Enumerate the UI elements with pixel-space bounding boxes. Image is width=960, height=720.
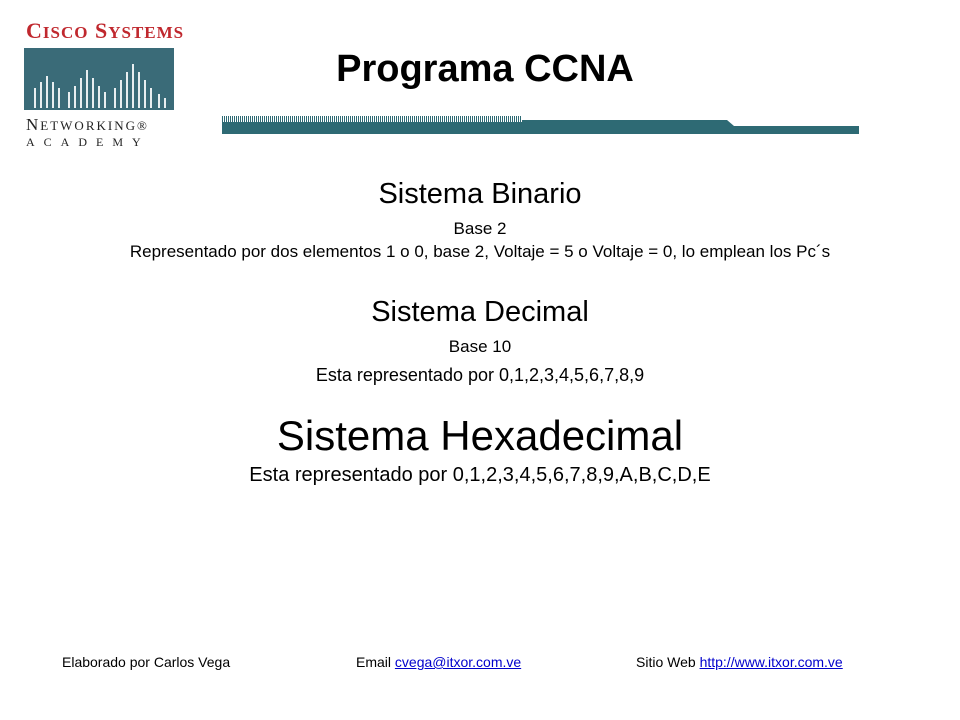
footer-email-link[interactable]: cvega@itxor.com.ve: [394, 654, 522, 670]
logo-wordmark-cisco-systems: CISCO SYSTEMS: [26, 18, 185, 43]
footer-author: Elaborado por Carlos Vega: [62, 654, 231, 670]
binario-description: Representado por dos elementos 1 o 0, base 2, Voltaje = 5 o Voltaje = 0, lo emplean los Pc´s: [129, 242, 831, 261]
binario-base: Base 2: [453, 219, 507, 238]
hexadecimal-description: Esta representado por 0,1,2,3,4,5,6,7,8,9,A,B,C,D,E: [249, 464, 711, 486]
decimal-description: Esta representado por 0,1,2,3,4,5,6,7,8,9: [315, 365, 645, 385]
slide-body: [0, 174, 960, 488]
slide-title: Programa CCNA: [336, 48, 634, 90]
heading-sistema-binario: Sistema Binario: [378, 178, 582, 210]
decimal-base: Base 10: [448, 337, 512, 356]
title-underline-bar: [222, 116, 859, 134]
footer-web-label: Sitio Web: [636, 654, 696, 670]
footer-email-label: Email: [356, 654, 392, 670]
heading-sistema-hexadecimal: Sistema Hexadecimal: [276, 412, 684, 459]
footer-web-link[interactable]: http://www.itxor.com.ve: [699, 654, 843, 670]
logo-wordmark-networking: NETWORKING®: [26, 115, 149, 134]
logo-wordmark-academy: ACADEMY: [26, 135, 150, 149]
heading-sistema-decimal: Sistema Decimal: [371, 296, 589, 328]
footer-email: [356, 654, 521, 670]
footer-website: [636, 654, 843, 670]
